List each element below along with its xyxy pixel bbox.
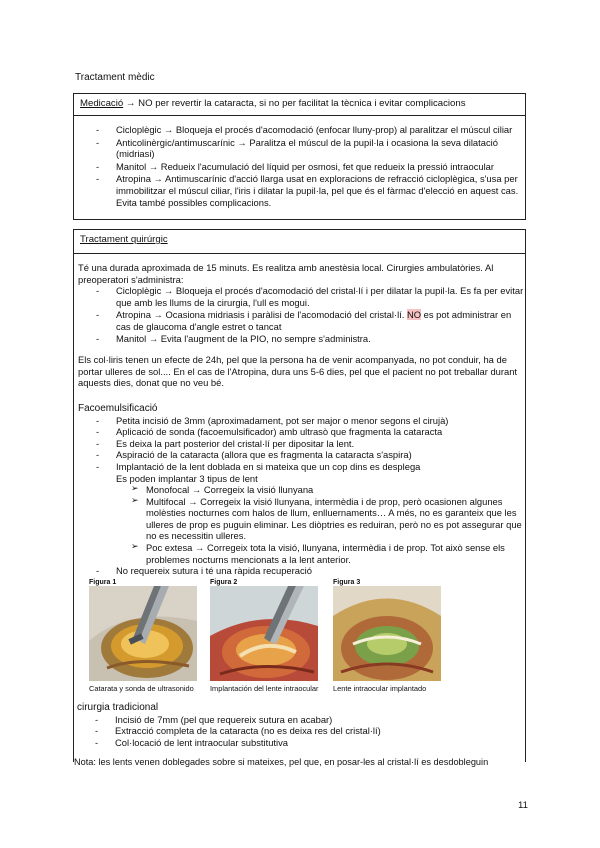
medicacio-list: [74, 124, 525, 208]
list-item: - Cicloplègic → Bloqueja el procés d'acomodació (enfocar lluny-prop) al paralitzar el múscul ciliar: [74, 124, 525, 136]
list-item: - Atropina → Antimuscarínic d'acció llarga usat en exploracions de refracció cicloplègica, s'usa per immobilitzar el múscul ciliar, l'iris i dilatar la pupil·la, pel que és el fàrmac d'elecció en aquest cas. Evita també possibles complicacions.: [74, 173, 525, 208]
list-item: - Manitol → Redueix l'acumulació del líquid per osmosi, fet que redueix la pressió intraocular: [74, 161, 525, 173]
faco-item-text: Implantació de la lent doblada en si mateixa que un cop dins es desplega: [116, 460, 421, 472]
atropina-text: Atropina → Ocasiona midriasis i paràlisi de l'acomodació del cristal·lí.: [116, 309, 407, 321]
figure-3: [333, 577, 441, 695]
quirurgic-header: [74, 230, 525, 254]
list-item: - Cicloplègic → Bloqueja el procés d'acomodació del cristal·lí i per dilatar la pupil·la. Es fa per evitar que amb les llums de la cirurgia, l'ull es mogui.: [74, 285, 525, 308]
figure-title: Figura 1: [89, 579, 117, 586]
list-item: - Col·locació de lent intraocular substitutiva: [73, 737, 522, 749]
medicacio-title: Medicació: [80, 98, 124, 109]
medicacio-header: [74, 94, 525, 116]
lent-types-list: [74, 484, 525, 565]
list-item: - Extracció completa de la cataracta (no es deixa res del cristal·lí): [73, 725, 522, 737]
highlight-no: NO: [406, 309, 422, 321]
figure-title: Figura 2: [210, 579, 238, 586]
cirurgia-tradicional: [77, 702, 522, 748]
medicacio-box: [73, 93, 526, 220]
figure-2: [210, 577, 318, 695]
list-item: - Incisió de 7mm (pel que requereix sutura en acabar): [73, 714, 522, 726]
faco-list-end: [74, 565, 525, 577]
trad-title: cirurgia tradicional: [77, 702, 159, 713]
trad-list: [73, 714, 522, 749]
list-item: [74, 461, 525, 484]
list-item: - Aspiració de la cataracta (allora que es fragmenta la cataracta s'aspira): [74, 449, 525, 461]
figure-1-image: [89, 586, 197, 681]
figure-3-image: [333, 586, 441, 681]
list-item: - Anticolinèrgic/antimuscarínic → Paralitza el múscul de la pupil·la i ocasiona la seva dilatació (midriasi): [74, 137, 525, 160]
faco-title: Facoemulsificació: [78, 402, 158, 414]
figure-caption: Lente intraocular implantado: [333, 684, 427, 693]
list-item: - Es deixa la part posterior del cristal·lí per dipositar la lent.: [74, 438, 525, 450]
lent-type-item: ➢ Monofocal → Corregeix la visió llunyana: [74, 484, 525, 496]
medicacio-title-rest: → NO per revertir la cataracta, si no per facilitat la tècnica i evitar complicacions: [125, 98, 466, 109]
page-heading: Tractament mèdic: [75, 72, 155, 83]
list-item: - Aplicació de sonda (facoemulsificador) amb ultrasò que fragmenta la cataracta: [74, 426, 525, 438]
figure-caption: Implantación del lente intraocular: [210, 684, 319, 693]
surgery-figures: [89, 577, 441, 695]
page-number: 11: [518, 800, 528, 811]
figure-caption: Catarata y sonda de ultrasonido: [89, 684, 194, 693]
list-item: [74, 309, 525, 332]
quirurgic-title: Tractament quirúrgic: [80, 234, 168, 245]
figure-title: Figura 3: [333, 579, 361, 586]
list-item: - No requereix sutura i té una ràpida recuperació: [74, 565, 525, 577]
lent-types-intro: Es poden implantar 3 tipus de lent: [116, 472, 258, 484]
nota-text: Nota: les lents venen doblegades sobre si mateixes, pel que, en posar-les al cristal·lí es desdobleguin: [74, 757, 489, 767]
list-item: - Manitol → Evita l'augment de la PIO, no sempre s'administra.: [74, 333, 525, 345]
quirurgic-intro: Té una durada aproximada de 15 minuts. Es realitza amb anestèsia local. Cirurgies ambulatòries. Al preoperatori s'administra:: [78, 262, 494, 285]
list-item: - Petita incisió de 3mm (aproximadament, pot ser major o menor segons el cirujà): [74, 415, 525, 427]
lent-type-item: ➢ Multifocal → Corregeix la visió llunyana, intermèdia i de prop, però ocasionen algunes molèsties nocturnes com halos de llum, enlluernaments… A més, no es garanteix que les ulleres de prop es puguin eliminar. Les diòptries es reduiran, però no es pot assegurar que no es necessitin ulleres.: [74, 496, 525, 542]
figure-2-image: [210, 586, 318, 681]
faco-list: [74, 415, 525, 485]
atropina-text-end: es pot administrar en cas de glaucoma d'angle estret o tancat: [116, 309, 512, 332]
lent-type-item: ➢ Poc extesa → Corregeix tota la visió, llunyana, intermèdia i de prop. Tot això sense els problemes nocturns mencionats a la lent anterior.: [74, 542, 525, 565]
preoperatori-list: [74, 285, 525, 344]
figure-1: [89, 577, 197, 695]
colliris-paragraph: Els col·liris tenen un efecte de 24h, pel que la persona ha de venir acompanyada, no pot conduir, ha de portar ulleres de sol.... En el cas de l'Atropina, dura uns 5-6 dies, pel que el pacient no pot treballar durant aquests dies, donat que no veu bé.: [78, 354, 518, 389]
